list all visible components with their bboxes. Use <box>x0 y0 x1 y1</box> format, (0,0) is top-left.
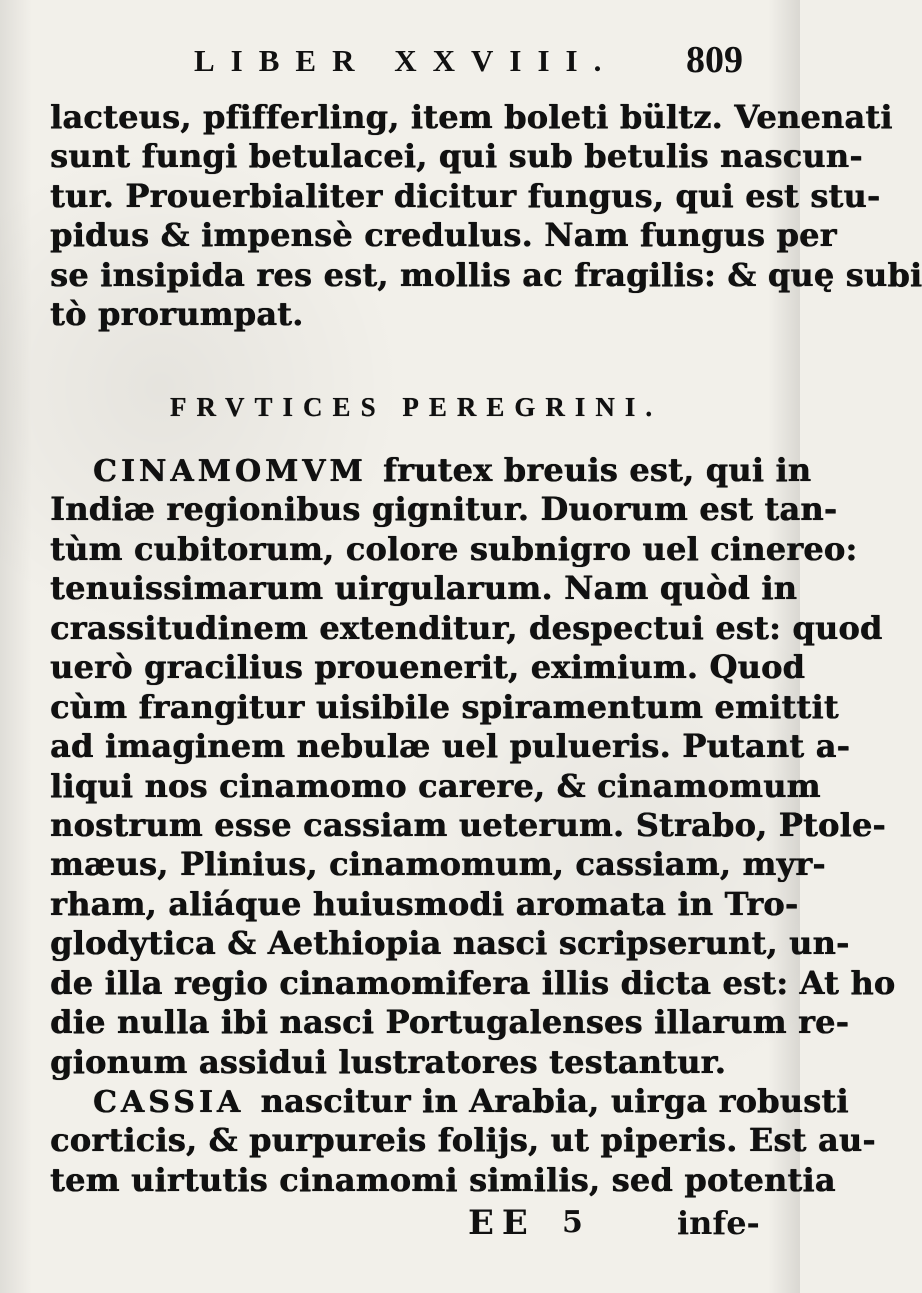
text-line: de illa regio cinamomifera illis dicta est: At ho <box>50 963 896 1002</box>
text-line: liqui nos cinamomo carere, & cinamomum <box>50 766 821 805</box>
text-line: die nulla ibi nasci Portugalenses illarum re- <box>50 1003 850 1042</box>
text-line: uerò gracilius prouenerit, eximium. Quod <box>50 648 806 687</box>
paragraph-opening-line <box>50 1082 849 1121</box>
text-line: mæus, Plinius, cinamomum, cassiam, myr- <box>50 845 826 884</box>
text-line: crassitudinem extenditur, despectui est: quod <box>50 608 883 647</box>
text-line: ad imaginem nebulæ uel pulueris. Putant a- <box>50 727 851 766</box>
text-line: pidus & impensè credulus. Nam fungus per <box>50 216 837 255</box>
main-text <box>50 451 896 1200</box>
text-line: glodytica & Aethiopia nasci scripserunt, un- <box>50 924 850 963</box>
text-line: tùm cubitorum, colore subnigro uel cinereo: <box>50 529 858 568</box>
signature-number: 5 <box>562 1205 583 1240</box>
text-line: rham, aliáque huiusmodi aromata in Tro- <box>50 884 799 923</box>
text-line: Indiæ regionibus gignitur. Duorum est tan- <box>50 490 838 529</box>
catchline <box>50 1203 760 1249</box>
text-fragment: nascitur in Arabia, uirga robusti <box>260 1082 849 1120</box>
text-line: cùm frangitur uisibile spiramentum emittit <box>50 687 839 726</box>
section-heading: FRVTICES PEREGRINI. <box>170 392 663 422</box>
signature-mark: EE <box>468 1203 536 1243</box>
catchword: infe- <box>677 1204 760 1242</box>
running-head: LIBER XXVIII. <box>194 43 618 78</box>
text-fragment: frutex breuis est, qui in <box>383 451 812 489</box>
text-line: tem uirtutis cinamomi similis, sed potentia <box>50 1160 836 1199</box>
text-line: tur. Prouerbialiter dicitur fungus, qui est stu- <box>50 176 881 215</box>
text-line: corticis, & purpureis folijs, ut piperis. Est au- <box>50 1121 876 1160</box>
text-line: se insipida res est, mollis ac fragilis: & quę subi <box>50 255 922 294</box>
opening-paragraph <box>50 98 922 334</box>
text-line: lacteus, pfifferling, item boleti bültz. Venenati <box>50 98 893 136</box>
text-line: nostrum esse cassiam ueterum. Strabo, Ptole- <box>50 805 886 844</box>
text-line: gionum assidui lustratores testantur. <box>50 1042 727 1081</box>
page-header <box>0 41 800 91</box>
entry-keyword: CASSIA <box>93 1085 245 1120</box>
text-line: sunt fungi betulacei, qui sub betulis nascun- <box>50 137 863 176</box>
paragraph-opening-line <box>50 451 812 490</box>
text-line: tò prorumpat. <box>50 294 304 333</box>
entry-keyword: CINAMOMVM <box>93 454 367 489</box>
page-number: 809 <box>686 39 743 81</box>
text-line: tenuissimarum uirgularum. Nam quòd in <box>50 569 798 608</box>
